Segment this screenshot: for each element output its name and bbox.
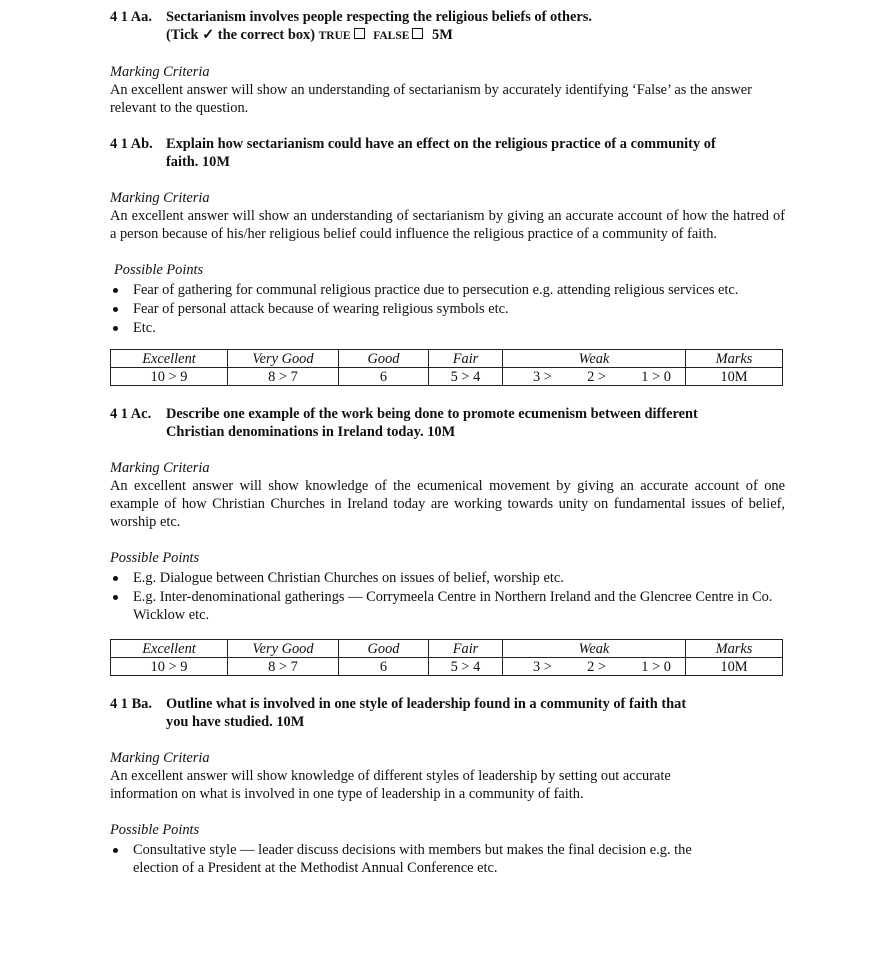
grade-value-weak — [503, 658, 686, 676]
question-number: 4 1 Ab. — [110, 136, 153, 152]
tick-instruction: (Tick ✓ the correct box) — [166, 27, 316, 43]
grade-header: Weak — [503, 350, 686, 368]
true-checkbox[interactable] — [354, 28, 365, 39]
marking-criteria-heading: Marking Criteria — [110, 190, 210, 206]
grade-table — [110, 639, 783, 676]
marking-scheme-page — [110, 8, 785, 878]
false-label: FALSE — [373, 30, 410, 42]
grade-value: 5 > 4 — [429, 368, 503, 386]
grade-header: Very Good — [228, 640, 339, 658]
possible-points-list — [110, 569, 785, 624]
question-text: Explain how sectarianism could have an effect on the religious practice of a community of faith. 10M — [166, 136, 716, 170]
marking-criteria-heading: Marking Criteria — [110, 460, 210, 476]
grade-header: Fair — [429, 640, 503, 658]
grade-table — [110, 349, 783, 386]
list-item: E.g. Dialogue between Christian Churches on issues of belief, worship etc. — [110, 569, 785, 587]
grade-value: 10 > 9 — [111, 658, 228, 676]
grade-header: Fair — [429, 350, 503, 368]
possible-points-heading: Possible Points — [114, 262, 204, 278]
question-number: 4 1 Ba. — [110, 696, 152, 712]
grade-value: 10M — [686, 368, 783, 386]
marking-criteria-text: An excellent answer will show an understanding of sectarianism by accurately identifying ‘False’ as the answer relevant to the question. — [110, 82, 752, 116]
grade-value: 6 — [339, 368, 429, 386]
grade-value: 6 — [339, 658, 429, 676]
question-text: Outline what is involved in one style of leadership found in a community of faith that you have studied. 10M — [166, 696, 687, 730]
grade-header: Marks — [686, 350, 783, 368]
list-item: Etc. — [110, 319, 785, 337]
grade-header: Excellent — [111, 640, 228, 658]
question-number: 4 1 Ac. — [110, 406, 152, 422]
possible-points-list — [110, 281, 785, 337]
grade-header: Good — [339, 640, 429, 658]
list-item: Fear of gathering for communal religious practice due to persecution e.g. attending religious services etc. — [110, 281, 785, 299]
grade-value: 10M — [686, 658, 783, 676]
possible-points-list — [110, 841, 740, 877]
marking-criteria-heading: Marking Criteria — [110, 64, 210, 80]
list-item: Consultative style — leader discuss decisions with members but makes the final decision e.g. the election of a President at the Methodist Annual Conference etc. — [110, 841, 740, 877]
grade-value: 3 > — [533, 658, 552, 675]
grade-header: Good — [339, 350, 429, 368]
question-number: 4 1 Aa. — [110, 9, 152, 25]
list-item: Fear of personal attack because of wearing religious symbols etc. — [110, 300, 785, 318]
grade-value: 1 > 0 — [641, 658, 671, 675]
question-marks: 5M — [432, 27, 453, 43]
grade-value: 10 > 9 — [111, 368, 228, 386]
false-checkbox[interactable] — [412, 28, 423, 39]
question-4-1-ba — [110, 695, 785, 731]
question-text: Describe one example of the work being done to promote ecumenism between different Christian denominations in Ireland today. 10M — [166, 406, 698, 440]
question-4-1-aa — [110, 8, 785, 45]
grade-value: 3 > — [533, 368, 552, 385]
grade-value: 1 > 0 — [641, 368, 671, 385]
possible-points-heading: Possible Points — [110, 822, 200, 838]
marking-criteria-text: An excellent answer will show knowledge of the ecumenical movement by giving an accurate account of one example of how Christian Churches in Ireland today are working towards unity on fundamental issues of belief, worship etc. — [110, 478, 785, 530]
question-text: Sectarianism involves people respecting the religious beliefs of others. — [166, 9, 592, 25]
grade-header: Marks — [686, 640, 783, 658]
marking-criteria-heading: Marking Criteria — [110, 750, 210, 766]
grade-value: 8 > 7 — [228, 658, 339, 676]
list-item: E.g. Inter-denominational gatherings — Corrymeela Centre in Northern Ireland and the Glencree Centre in Co. Wicklow etc. — [110, 588, 785, 624]
grade-header: Excellent — [111, 350, 228, 368]
marking-criteria-text: An excellent answer will show knowledge of different styles of leadership by setting out accurate information on what is involved in one type of leadership in a community of faith. — [110, 768, 671, 802]
possible-points-heading: Possible Points — [110, 550, 200, 566]
grade-header: Weak — [503, 640, 686, 658]
question-4-1-ac — [110, 405, 785, 441]
true-label: TRUE — [318, 30, 351, 42]
grade-value: 5 > 4 — [429, 658, 503, 676]
question-4-1-ab — [110, 135, 785, 171]
grade-header: Very Good — [228, 350, 339, 368]
marking-criteria-text: An excellent answer will show an understanding of sectarianism by giving an accurate account of how the hatred of a person because of his/her religious belief could influence the religious practice of a community of faith. — [110, 208, 785, 242]
grade-value: 2 > — [587, 368, 607, 385]
grade-value: 8 > 7 — [228, 368, 339, 386]
grade-value-weak — [503, 368, 686, 386]
grade-value: 2 > — [587, 658, 607, 675]
